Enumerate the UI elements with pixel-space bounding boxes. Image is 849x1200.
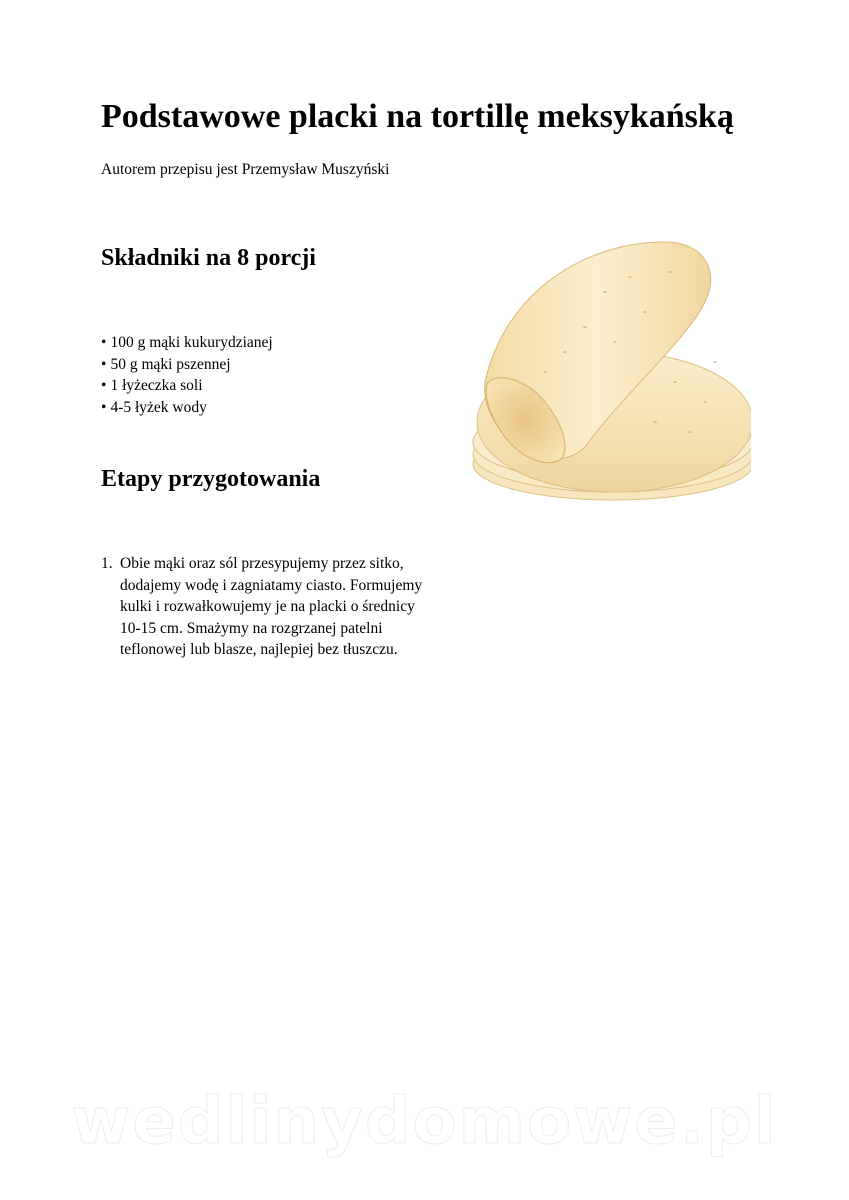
bullet: • <box>101 399 107 417</box>
watermark: wedlinydomowe.pl <box>71 1085 778 1159</box>
bullet: • <box>101 334 107 351</box>
bullet: • <box>101 355 107 373</box>
tortilla-photo <box>465 232 751 508</box>
ingredient-text: 4-5 łyżek wody <box>110 399 207 417</box>
steps-heading: Etapy przygotowania <box>101 466 321 492</box>
ingredients-list <box>101 332 273 419</box>
step-line: kulki i rozwałkowujemy je na placki o średnicy <box>120 598 415 616</box>
ingredient-text: 50 g mąki pszennej <box>110 355 231 373</box>
ingredient-item <box>101 375 273 397</box>
step-line: dodajemy wodę i zagniatamy ciasto. Formujemy <box>120 576 423 594</box>
step-number: 1. <box>101 555 113 572</box>
step-line: teflonowej lub blasze, najlepiej bez tłuszczu. <box>120 641 398 659</box>
bullet: • <box>101 377 107 395</box>
ingredient-text: 100 g mąki kukurydzianej <box>110 334 273 351</box>
steps-list <box>101 553 471 661</box>
recipe-author: Autorem przepisu jest Przemysław Muszyński <box>101 161 390 178</box>
recipe-title: Podstawowe placki na tortillę meksykańską <box>101 98 734 135</box>
ingredient-item <box>101 332 273 354</box>
ingredient-item <box>101 354 273 376</box>
ingredients-heading: Składniki na 8 porcji <box>101 245 316 271</box>
step-line: Obie mąki oraz sól przesypujemy przez sitko, <box>120 555 404 572</box>
step-item <box>101 553 471 661</box>
ingredient-item <box>101 397 273 419</box>
step-text <box>120 553 471 661</box>
step-line: 10-15 cm. Smażymy na rozgrzanej patelni <box>120 619 383 637</box>
ingredient-text: 1 łyżeczka soli <box>110 377 203 395</box>
